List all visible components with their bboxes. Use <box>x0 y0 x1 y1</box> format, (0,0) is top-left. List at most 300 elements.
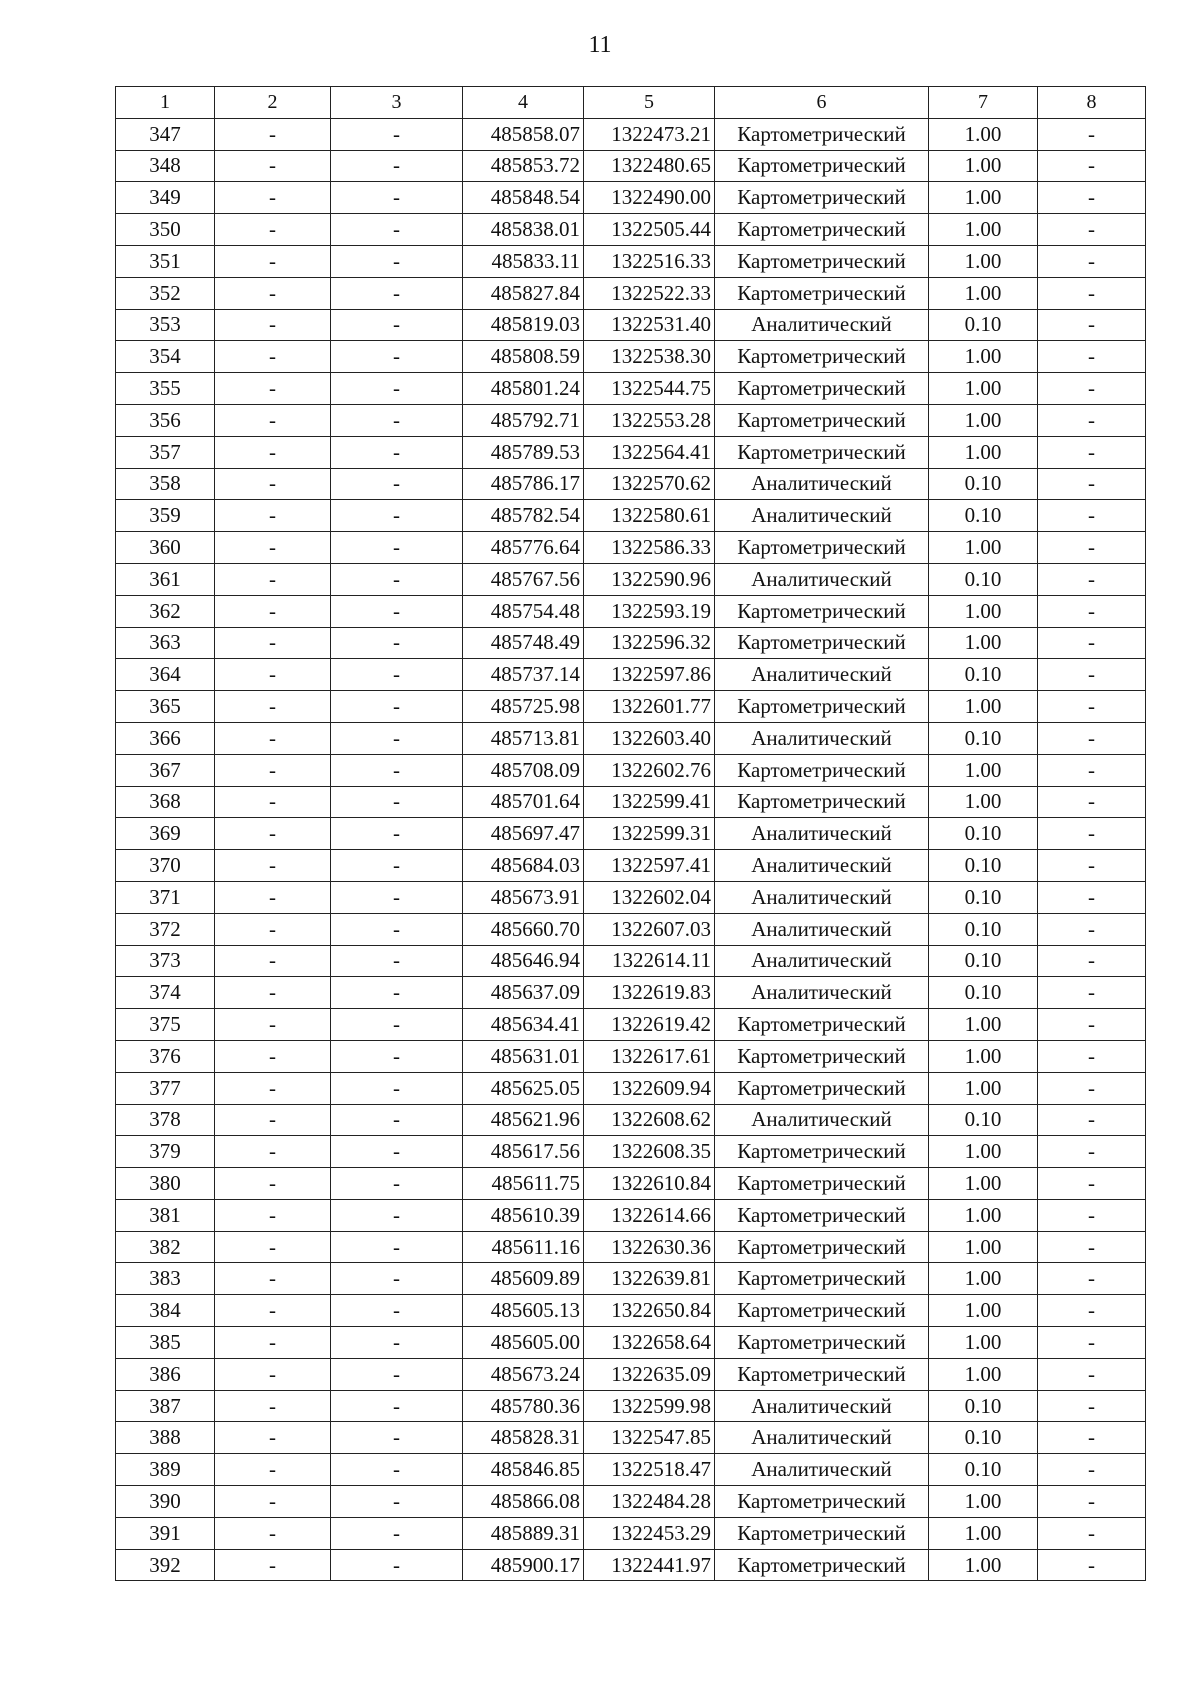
table-cell-col-6: Картометрический <box>715 1231 929 1263</box>
table-cell-col-6: Картометрический <box>715 436 929 468</box>
column-header-7: 7 <box>929 87 1038 119</box>
table-cell-col-8: - <box>1038 1358 1146 1390</box>
table-cell-col-1: 365 <box>116 691 215 723</box>
table-cell-col-8: - <box>1038 1327 1146 1359</box>
table-cell-col-6: Картометрический <box>715 1295 929 1327</box>
table-row <box>116 373 1146 405</box>
table-cell-col-4: 485786.17 <box>463 468 584 500</box>
table-cell-col-6: Аналитический <box>715 818 929 850</box>
table-row <box>116 1358 1146 1390</box>
table-cell-col-8: - <box>1038 1231 1146 1263</box>
table-row <box>116 1009 1146 1041</box>
column-header-1: 1 <box>116 87 215 119</box>
table-cell-col-8: - <box>1038 754 1146 786</box>
table-cell-col-8: - <box>1038 1104 1146 1136</box>
table-cell-col-1: 366 <box>116 722 215 754</box>
table-cell-col-4: 485684.03 <box>463 850 584 882</box>
table-cell-col-4: 485611.75 <box>463 1168 584 1200</box>
table-row <box>116 1136 1146 1168</box>
table-cell-col-8: - <box>1038 532 1146 564</box>
table-cell-col-5: 1322607.03 <box>584 913 715 945</box>
table-cell-col-1: 377 <box>116 1072 215 1104</box>
table-row <box>116 691 1146 723</box>
table-cell-col-2: - <box>215 373 331 405</box>
table-cell-col-4: 485610.39 <box>463 1199 584 1231</box>
table-cell-col-4: 485767.56 <box>463 563 584 595</box>
table-cell-col-4: 485625.05 <box>463 1072 584 1104</box>
table-cell-col-7: 0.10 <box>929 1104 1038 1136</box>
table-cell-col-7: 1.00 <box>929 1327 1038 1359</box>
table-cell-col-2: - <box>215 595 331 627</box>
table-cell-col-3: - <box>331 214 463 246</box>
table-cell-col-3: - <box>331 1136 463 1168</box>
table-cell-col-4: 485611.16 <box>463 1231 584 1263</box>
column-header-3: 3 <box>331 87 463 119</box>
table-cell-col-1: 364 <box>116 659 215 691</box>
table-cell-col-4: 485631.01 <box>463 1040 584 1072</box>
table-cell-col-3: - <box>331 1040 463 1072</box>
table-cell-col-2: - <box>215 1486 331 1518</box>
table-cell-col-5: 1322547.85 <box>584 1422 715 1454</box>
table-row <box>116 913 1146 945</box>
table-cell-col-3: - <box>331 1390 463 1422</box>
table-cell-col-3: - <box>331 1327 463 1359</box>
table-cell-col-1: 361 <box>116 563 215 595</box>
table-cell-col-7: 1.00 <box>929 150 1038 182</box>
table-cell-col-2: - <box>215 563 331 595</box>
table-cell-col-7: 0.10 <box>929 309 1038 341</box>
table-cell-col-8: - <box>1038 309 1146 341</box>
table-cell-col-4: 485828.31 <box>463 1422 584 1454</box>
table-cell-col-8: - <box>1038 818 1146 850</box>
table-cell-col-7: 0.10 <box>929 468 1038 500</box>
table-cell-col-5: 1322630.36 <box>584 1231 715 1263</box>
table-cell-col-4: 485621.96 <box>463 1104 584 1136</box>
table-cell-col-1: 354 <box>116 341 215 373</box>
table-cell-col-5: 1322597.86 <box>584 659 715 691</box>
table-row <box>116 1486 1146 1518</box>
table-cell-col-1: 379 <box>116 1136 215 1168</box>
table-row <box>116 500 1146 532</box>
table-cell-col-1: 384 <box>116 1295 215 1327</box>
table-cell-col-2: - <box>215 1231 331 1263</box>
table-cell-col-3: - <box>331 245 463 277</box>
table-cell-col-2: - <box>215 627 331 659</box>
table-cell-col-7: 1.00 <box>929 1072 1038 1104</box>
table-cell-col-2: - <box>215 1104 331 1136</box>
table-row <box>116 1390 1146 1422</box>
table-cell-col-2: - <box>215 468 331 500</box>
table-cell-col-5: 1322639.81 <box>584 1263 715 1295</box>
table-row <box>116 1231 1146 1263</box>
table-cell-col-4: 485819.03 <box>463 309 584 341</box>
table-cell-col-6: Картометрический <box>715 1199 929 1231</box>
table-row <box>116 595 1146 627</box>
table-cell-col-3: - <box>331 1295 463 1327</box>
table-cell-col-5: 1322453.29 <box>584 1517 715 1549</box>
table-cell-col-3: - <box>331 1009 463 1041</box>
table-cell-col-4: 485725.98 <box>463 691 584 723</box>
table-cell-col-1: 385 <box>116 1327 215 1359</box>
table-cell-col-4: 485708.09 <box>463 754 584 786</box>
table-cell-col-7: 1.00 <box>929 373 1038 405</box>
table-cell-col-1: 383 <box>116 1263 215 1295</box>
table-cell-col-7: 1.00 <box>929 182 1038 214</box>
table-cell-col-5: 1322619.83 <box>584 977 715 1009</box>
table-row <box>116 722 1146 754</box>
table-cell-col-1: 371 <box>116 881 215 913</box>
table-cell-col-5: 1322596.32 <box>584 627 715 659</box>
table-cell-col-1: 378 <box>116 1104 215 1136</box>
table-cell-col-7: 1.00 <box>929 1009 1038 1041</box>
table-cell-col-5: 1322441.97 <box>584 1549 715 1581</box>
table-cell-col-2: - <box>215 277 331 309</box>
table-cell-col-5: 1322617.61 <box>584 1040 715 1072</box>
table-cell-col-6: Аналитический <box>715 659 929 691</box>
table-cell-col-7: 1.00 <box>929 786 1038 818</box>
table-cell-col-6: Картометрический <box>715 1168 929 1200</box>
table-cell-col-8: - <box>1038 1072 1146 1104</box>
table-cell-col-1: 347 <box>116 118 215 150</box>
table-cell-col-3: - <box>331 404 463 436</box>
table-cell-col-6: Аналитический <box>715 1454 929 1486</box>
table-cell-col-5: 1322603.40 <box>584 722 715 754</box>
table-cell-col-7: 1.00 <box>929 1168 1038 1200</box>
table-cell-col-4: 485605.13 <box>463 1295 584 1327</box>
table-cell-col-5: 1322602.76 <box>584 754 715 786</box>
table-cell-col-3: - <box>331 468 463 500</box>
table-cell-col-4: 485801.24 <box>463 373 584 405</box>
table-cell-col-8: - <box>1038 881 1146 913</box>
table-cell-col-2: - <box>215 1295 331 1327</box>
table-cell-col-8: - <box>1038 500 1146 532</box>
table-cell-col-3: - <box>331 532 463 564</box>
table-cell-col-8: - <box>1038 945 1146 977</box>
table-cell-col-3: - <box>331 850 463 882</box>
table-cell-col-5: 1322538.30 <box>584 341 715 373</box>
table-cell-col-1: 388 <box>116 1422 215 1454</box>
table-cell-col-2: - <box>215 500 331 532</box>
table-cell-col-6: Картометрический <box>715 532 929 564</box>
table-cell-col-7: 1.00 <box>929 1040 1038 1072</box>
table-cell-col-2: - <box>215 404 331 436</box>
table-cell-col-6: Картометрический <box>715 1263 929 1295</box>
table-cell-col-7: 0.10 <box>929 722 1038 754</box>
table-cell-col-3: - <box>331 913 463 945</box>
table-cell-col-6: Картометрический <box>715 373 929 405</box>
table-row <box>116 182 1146 214</box>
table-row <box>116 245 1146 277</box>
table-cell-col-8: - <box>1038 1454 1146 1486</box>
coordinates-table <box>115 86 1146 1581</box>
table-cell-col-7: 1.00 <box>929 627 1038 659</box>
table-cell-col-2: - <box>215 945 331 977</box>
table-cell-col-2: - <box>215 1136 331 1168</box>
table-cell-col-7: 1.00 <box>929 214 1038 246</box>
table-cell-col-4: 485827.84 <box>463 277 584 309</box>
table-cell-col-5: 1322601.77 <box>584 691 715 723</box>
table-cell-col-1: 350 <box>116 214 215 246</box>
table-cell-col-4: 485701.64 <box>463 786 584 818</box>
table-cell-col-5: 1322599.31 <box>584 818 715 850</box>
table-cell-col-2: - <box>215 1263 331 1295</box>
table-cell-col-8: - <box>1038 245 1146 277</box>
table-cell-col-2: - <box>215 1168 331 1200</box>
table-cell-col-2: - <box>215 1358 331 1390</box>
table-cell-col-1: 363 <box>116 627 215 659</box>
table-cell-col-5: 1322518.47 <box>584 1454 715 1486</box>
table-cell-col-2: - <box>215 182 331 214</box>
table-cell-col-5: 1322531.40 <box>584 309 715 341</box>
table-cell-col-3: - <box>331 1486 463 1518</box>
table-cell-col-7: 1.00 <box>929 532 1038 564</box>
table-row <box>116 1517 1146 1549</box>
table-cell-col-4: 485866.08 <box>463 1486 584 1518</box>
table-cell-col-5: 1322590.96 <box>584 563 715 595</box>
table-cell-col-4: 485889.31 <box>463 1517 584 1549</box>
table-cell-col-8: - <box>1038 659 1146 691</box>
table-cell-col-2: - <box>215 850 331 882</box>
table-cell-col-7: 1.00 <box>929 118 1038 150</box>
table-cell-col-1: 358 <box>116 468 215 500</box>
table-cell-col-8: - <box>1038 1390 1146 1422</box>
table-cell-col-1: 373 <box>116 945 215 977</box>
table-cell-col-5: 1322564.41 <box>584 436 715 468</box>
table-row <box>116 563 1146 595</box>
table-cell-col-6: Аналитический <box>715 468 929 500</box>
table-row <box>116 850 1146 882</box>
table-cell-col-2: - <box>215 341 331 373</box>
table-cell-col-4: 485637.09 <box>463 977 584 1009</box>
column-header-5: 5 <box>584 87 715 119</box>
table-cell-col-4: 485754.48 <box>463 595 584 627</box>
table-cell-col-3: - <box>331 436 463 468</box>
table-cell-col-2: - <box>215 1040 331 1072</box>
table-cell-col-5: 1322610.84 <box>584 1168 715 1200</box>
table-row <box>116 1422 1146 1454</box>
table-cell-col-7: 0.10 <box>929 563 1038 595</box>
table-cell-col-5: 1322650.84 <box>584 1295 715 1327</box>
table-cell-col-8: - <box>1038 1009 1146 1041</box>
table-cell-col-3: - <box>331 722 463 754</box>
table-cell-col-2: - <box>215 1009 331 1041</box>
table-cell-col-7: 0.10 <box>929 913 1038 945</box>
table-cell-col-1: 375 <box>116 1009 215 1041</box>
table-cell-col-8: - <box>1038 341 1146 373</box>
table-cell-col-1: 352 <box>116 277 215 309</box>
table-cell-col-5: 1322473.21 <box>584 118 715 150</box>
table-cell-col-6: Аналитический <box>715 563 929 595</box>
table-cell-col-3: - <box>331 595 463 627</box>
table-cell-col-2: - <box>215 118 331 150</box>
table-cell-col-6: Картометрический <box>715 1549 929 1581</box>
table-cell-col-2: - <box>215 659 331 691</box>
table-cell-col-6: Картометрический <box>715 1486 929 1518</box>
table-cell-col-4: 485660.70 <box>463 913 584 945</box>
table-cell-col-3: - <box>331 500 463 532</box>
table-cell-col-1: 381 <box>116 1199 215 1231</box>
table-row <box>116 468 1146 500</box>
table-cell-col-8: - <box>1038 595 1146 627</box>
table-row <box>116 150 1146 182</box>
table-cell-col-5: 1322553.28 <box>584 404 715 436</box>
table-cell-col-6: Картометрический <box>715 595 929 627</box>
table-cell-col-1: 382 <box>116 1231 215 1263</box>
table-cell-col-2: - <box>215 150 331 182</box>
table-cell-col-7: 0.10 <box>929 1390 1038 1422</box>
table-row <box>116 945 1146 977</box>
table-cell-col-1: 380 <box>116 1168 215 1200</box>
table-cell-col-5: 1322658.64 <box>584 1327 715 1359</box>
table-cell-col-6: Картометрический <box>715 214 929 246</box>
table-cell-col-6: Аналитический <box>715 500 929 532</box>
table-cell-col-5: 1322484.28 <box>584 1486 715 1518</box>
table-cell-col-1: 349 <box>116 182 215 214</box>
table-row <box>116 532 1146 564</box>
table-row <box>116 1454 1146 1486</box>
table-cell-col-3: - <box>331 1199 463 1231</box>
table-cell-col-7: 1.00 <box>929 341 1038 373</box>
table-cell-col-3: - <box>331 182 463 214</box>
table-cell-col-5: 1322599.98 <box>584 1390 715 1422</box>
table-cell-col-7: 0.10 <box>929 1422 1038 1454</box>
table-cell-col-1: 370 <box>116 850 215 882</box>
table-cell-col-4: 485858.07 <box>463 118 584 150</box>
table-cell-col-4: 485748.49 <box>463 627 584 659</box>
table-cell-col-5: 1322635.09 <box>584 1358 715 1390</box>
table-cell-col-1: 351 <box>116 245 215 277</box>
table-cell-col-7: 0.10 <box>929 659 1038 691</box>
table-row <box>116 881 1146 913</box>
table-cell-col-6: Картометрический <box>715 754 929 786</box>
table-cell-col-8: - <box>1038 1422 1146 1454</box>
table-cell-col-7: 1.00 <box>929 595 1038 627</box>
table-cell-col-7: 1.00 <box>929 691 1038 723</box>
table-cell-col-5: 1322522.33 <box>584 277 715 309</box>
table-cell-col-4: 485646.94 <box>463 945 584 977</box>
table-cell-col-3: - <box>331 1168 463 1200</box>
table-cell-col-6: Аналитический <box>715 945 929 977</box>
table-cell-col-7: 1.00 <box>929 1295 1038 1327</box>
table-cell-col-6: Аналитический <box>715 913 929 945</box>
table-cell-col-7: 1.00 <box>929 1358 1038 1390</box>
table-body <box>116 118 1146 1581</box>
table-cell-col-8: - <box>1038 1549 1146 1581</box>
table-cell-col-2: - <box>215 1517 331 1549</box>
table-cell-col-7: 0.10 <box>929 1454 1038 1486</box>
table-header-row <box>116 87 1146 119</box>
table-cell-col-1: 390 <box>116 1486 215 1518</box>
table-cell-col-1: 392 <box>116 1549 215 1581</box>
table-cell-col-3: - <box>331 1517 463 1549</box>
table-cell-col-5: 1322490.00 <box>584 182 715 214</box>
table-row <box>116 118 1146 150</box>
table-cell-col-8: - <box>1038 722 1146 754</box>
column-header-4: 4 <box>463 87 584 119</box>
table-cell-col-3: - <box>331 563 463 595</box>
table-cell-col-6: Аналитический <box>715 722 929 754</box>
table-cell-col-8: - <box>1038 1136 1146 1168</box>
table-cell-col-2: - <box>215 1390 331 1422</box>
table-cell-col-5: 1322614.66 <box>584 1199 715 1231</box>
table-cell-col-4: 485605.00 <box>463 1327 584 1359</box>
table-cell-col-2: - <box>215 977 331 1009</box>
table-cell-col-8: - <box>1038 436 1146 468</box>
table-cell-col-5: 1322609.94 <box>584 1072 715 1104</box>
table-cell-col-7: 1.00 <box>929 277 1038 309</box>
table-cell-col-3: - <box>331 818 463 850</box>
table-cell-col-7: 1.00 <box>929 1549 1038 1581</box>
table-cell-col-8: - <box>1038 182 1146 214</box>
table-cell-col-4: 485808.59 <box>463 341 584 373</box>
table-cell-col-4: 485634.41 <box>463 1009 584 1041</box>
table-cell-col-2: - <box>215 1199 331 1231</box>
table-cell-col-3: - <box>331 1104 463 1136</box>
table-cell-col-5: 1322602.04 <box>584 881 715 913</box>
table-cell-col-8: - <box>1038 214 1146 246</box>
table-cell-col-1: 391 <box>116 1517 215 1549</box>
table-row <box>116 786 1146 818</box>
table-cell-col-6: Аналитический <box>715 881 929 913</box>
table-cell-col-7: 1.00 <box>929 436 1038 468</box>
table-cell-col-1: 369 <box>116 818 215 850</box>
table-cell-col-2: - <box>215 436 331 468</box>
table-cell-col-4: 485697.47 <box>463 818 584 850</box>
table-cell-col-4: 485776.64 <box>463 532 584 564</box>
table-cell-col-5: 1322505.44 <box>584 214 715 246</box>
table-cell-col-1: 367 <box>116 754 215 786</box>
table-cell-col-7: 1.00 <box>929 404 1038 436</box>
table-cell-col-1: 359 <box>116 500 215 532</box>
table-cell-col-2: - <box>215 532 331 564</box>
table-cell-col-8: - <box>1038 1486 1146 1518</box>
table-cell-col-8: - <box>1038 627 1146 659</box>
table-cell-col-4: 485673.91 <box>463 881 584 913</box>
table-cell-col-8: - <box>1038 1263 1146 1295</box>
table-cell-col-7: 1.00 <box>929 1199 1038 1231</box>
table-cell-col-3: - <box>331 150 463 182</box>
table-cell-col-7: 1.00 <box>929 1263 1038 1295</box>
table-cell-col-2: - <box>215 691 331 723</box>
table-cell-col-5: 1322580.61 <box>584 500 715 532</box>
table-cell-col-4: 485792.71 <box>463 404 584 436</box>
table-row <box>116 754 1146 786</box>
table-cell-col-7: 1.00 <box>929 1231 1038 1263</box>
table-cell-col-5: 1322593.19 <box>584 595 715 627</box>
table-cell-col-3: - <box>331 786 463 818</box>
table-cell-col-4: 485853.72 <box>463 150 584 182</box>
table-cell-col-2: - <box>215 1072 331 1104</box>
table-cell-col-1: 353 <box>116 309 215 341</box>
table-cell-col-8: - <box>1038 404 1146 436</box>
table-cell-col-1: 360 <box>116 532 215 564</box>
table-cell-col-4: 485789.53 <box>463 436 584 468</box>
table-row <box>116 659 1146 691</box>
table-cell-col-7: 0.10 <box>929 945 1038 977</box>
table-cell-col-6: Аналитический <box>715 309 929 341</box>
table-cell-col-6: Картометрический <box>715 245 929 277</box>
table-cell-col-4: 485782.54 <box>463 500 584 532</box>
table-cell-col-4: 485900.17 <box>463 1549 584 1581</box>
table-cell-col-7: 1.00 <box>929 1517 1038 1549</box>
table-cell-col-3: - <box>331 1422 463 1454</box>
table-cell-col-6: Картометрический <box>715 341 929 373</box>
table-cell-col-7: 1.00 <box>929 245 1038 277</box>
table-cell-col-7: 0.10 <box>929 850 1038 882</box>
table-cell-col-4: 485780.36 <box>463 1390 584 1422</box>
table-cell-col-6: Картометрический <box>715 691 929 723</box>
table-cell-col-4: 485713.81 <box>463 722 584 754</box>
